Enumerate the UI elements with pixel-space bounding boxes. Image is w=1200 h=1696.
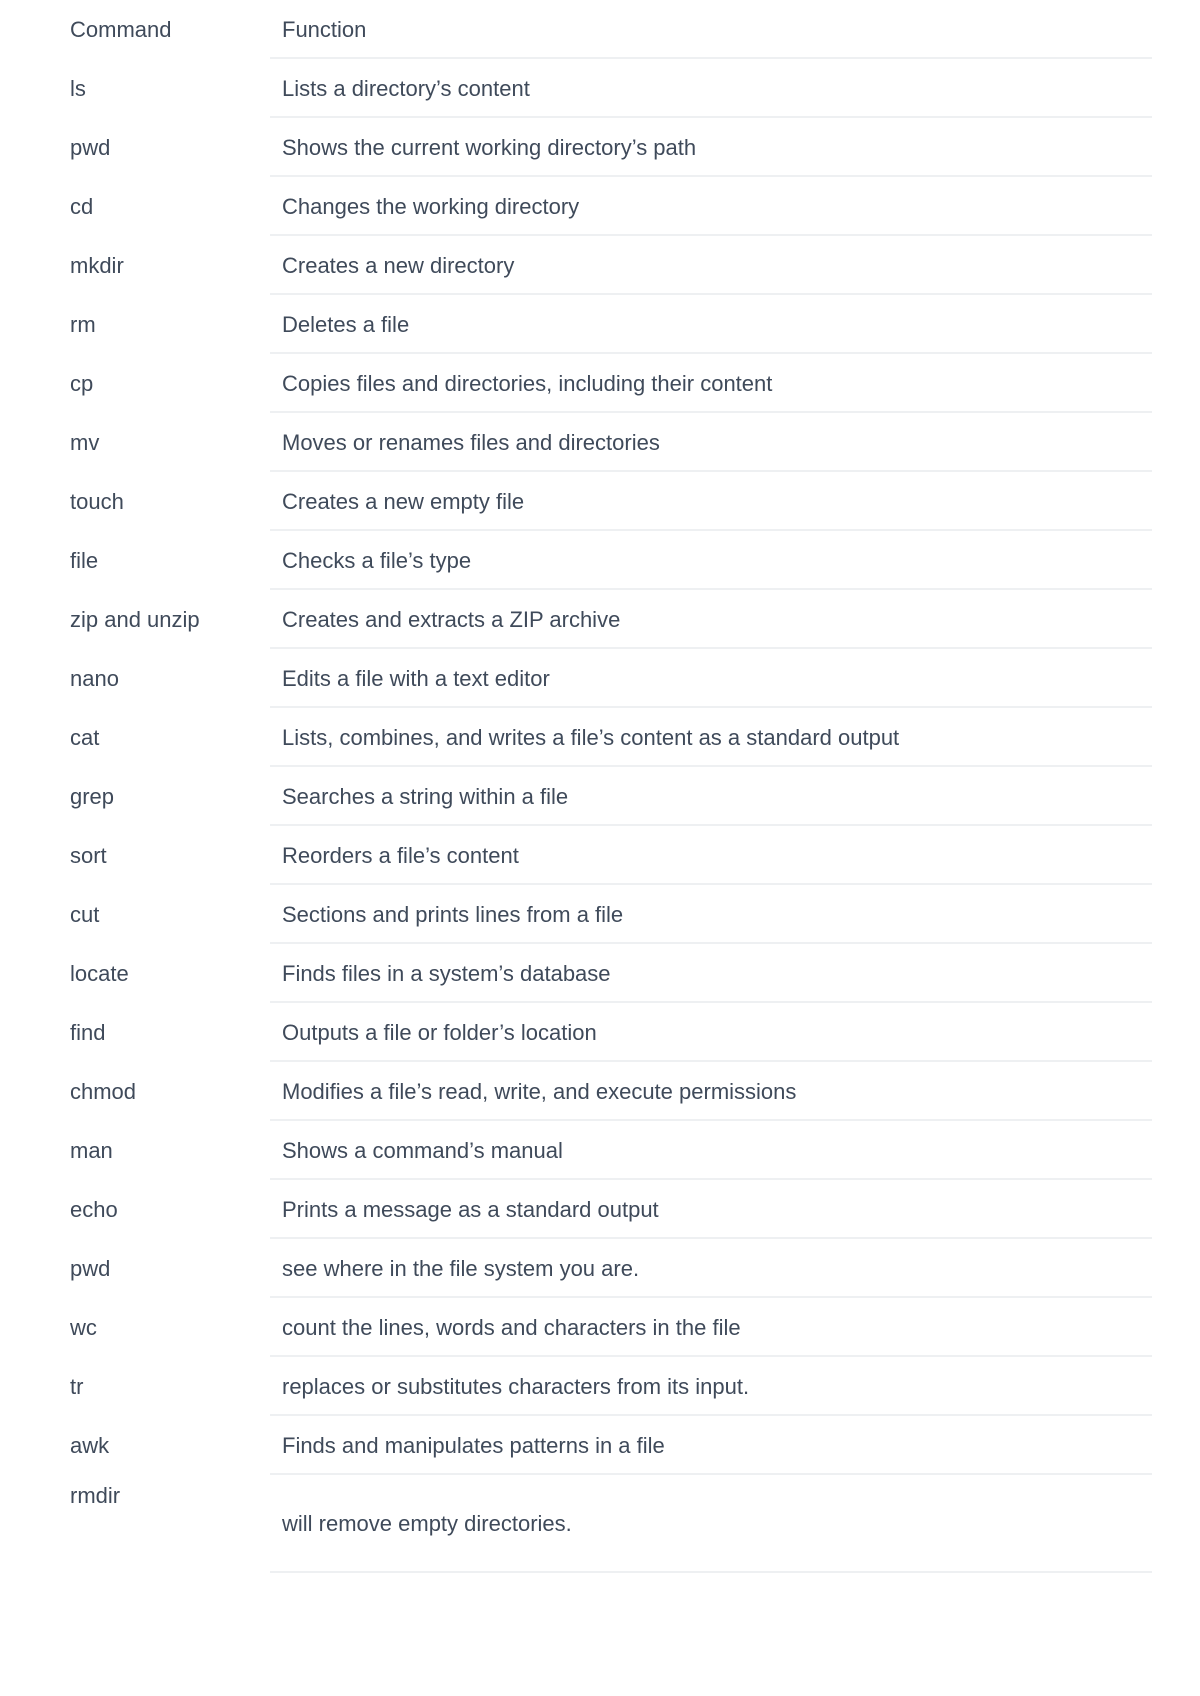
table-row xyxy=(70,1003,1152,1062)
function-cell: Finds files in a system’s database xyxy=(282,960,611,986)
table-row xyxy=(70,708,1152,767)
command-cell: rm xyxy=(70,311,96,337)
command-cell: man xyxy=(70,1137,113,1163)
table-row xyxy=(70,1121,1152,1180)
function-cell: count the lines, words and characters in the file xyxy=(282,1314,741,1340)
command-cell: file xyxy=(70,547,99,573)
table-row xyxy=(70,295,1152,354)
table-row xyxy=(70,767,1152,826)
function-cell: Creates and extracts a ZIP archive xyxy=(282,606,621,632)
function-cell: Searches a string within a file xyxy=(282,783,569,809)
command-cell: zip and unzip xyxy=(70,606,200,632)
command-cell: tr xyxy=(70,1373,84,1399)
function-cell: Checks a file’s type xyxy=(282,547,472,573)
table-row xyxy=(70,944,1152,1003)
function-cell: Creates a new directory xyxy=(282,252,515,278)
command-cell: wc xyxy=(70,1314,97,1340)
command-cell: awk xyxy=(70,1432,110,1458)
header-function: Function xyxy=(282,16,367,42)
table-row xyxy=(70,1416,1152,1475)
table-row xyxy=(70,59,1152,118)
command-cell: ls xyxy=(70,75,86,101)
table-row xyxy=(70,826,1152,885)
command-table xyxy=(70,0,1152,1555)
command-cell: cd xyxy=(70,193,94,219)
table-row xyxy=(70,1357,1152,1416)
command-cell: echo xyxy=(70,1196,118,1222)
command-cell: sort xyxy=(70,842,107,868)
function-cell: Moves or renames files and directories xyxy=(282,429,660,455)
table-row xyxy=(70,1475,1152,1555)
table-row xyxy=(70,472,1152,531)
function-cell: Deletes a file xyxy=(282,311,410,337)
table-row xyxy=(70,1062,1152,1121)
function-cell: see where in the file system you are. xyxy=(282,1255,640,1281)
function-cell: will remove empty directories. xyxy=(282,1511,572,1536)
function-cell: Modifies a file’s read, write, and execute permissions xyxy=(282,1078,797,1104)
function-cell: Changes the working directory xyxy=(282,193,580,219)
function-cell: Sections and prints lines from a file xyxy=(282,901,624,927)
command-cell: rmdir xyxy=(70,1483,121,1508)
table-row xyxy=(70,1180,1152,1239)
function-cell: Shows the current working directory’s path xyxy=(282,134,697,160)
command-cell: grep xyxy=(70,783,115,809)
function-cell: Copies files and directories, including their content xyxy=(282,370,773,396)
command-cell: cp xyxy=(70,370,94,396)
command-cell: cat xyxy=(70,724,100,750)
command-cell: find xyxy=(70,1019,106,1045)
command-cell: touch xyxy=(70,488,124,514)
command-cell: nano xyxy=(70,665,119,691)
table-header-row xyxy=(70,0,1152,59)
header-command: Command xyxy=(70,16,172,42)
function-cell: Edits a file with a text editor xyxy=(282,665,550,691)
table-row xyxy=(70,354,1152,413)
command-cell: mv xyxy=(70,429,100,455)
function-cell: Shows a command’s manual xyxy=(282,1137,563,1163)
table-body xyxy=(70,59,1152,1555)
command-cell: mkdir xyxy=(70,252,124,278)
command-cell: pwd xyxy=(70,1255,111,1281)
table-row xyxy=(70,236,1152,295)
command-cell: locate xyxy=(70,960,129,986)
function-cell: Reorders a file’s content xyxy=(282,842,519,868)
command-cell: chmod xyxy=(70,1078,137,1104)
function-cell: replaces or substitutes characters from its input. xyxy=(282,1373,750,1399)
table-row xyxy=(70,649,1152,708)
table-row xyxy=(70,885,1152,944)
table-row xyxy=(70,413,1152,472)
table-row xyxy=(70,531,1152,590)
function-cell: Lists, combines, and writes a file’s content as a standard output xyxy=(282,724,900,750)
function-cell: Creates a new empty file xyxy=(282,488,525,514)
table-row xyxy=(70,118,1152,177)
function-cell: Lists a directory’s content xyxy=(282,75,530,101)
function-cell: Finds and manipulates patterns in a file xyxy=(282,1432,665,1458)
table-row xyxy=(70,590,1152,649)
command-cell: pwd xyxy=(70,134,111,160)
function-cell: Outputs a file or folder’s location xyxy=(282,1019,597,1045)
function-cell: Prints a message as a standard output xyxy=(282,1196,659,1222)
command-cell: cut xyxy=(70,901,100,927)
table-row xyxy=(70,177,1152,236)
table-row xyxy=(70,1239,1152,1298)
table-row xyxy=(70,1298,1152,1357)
